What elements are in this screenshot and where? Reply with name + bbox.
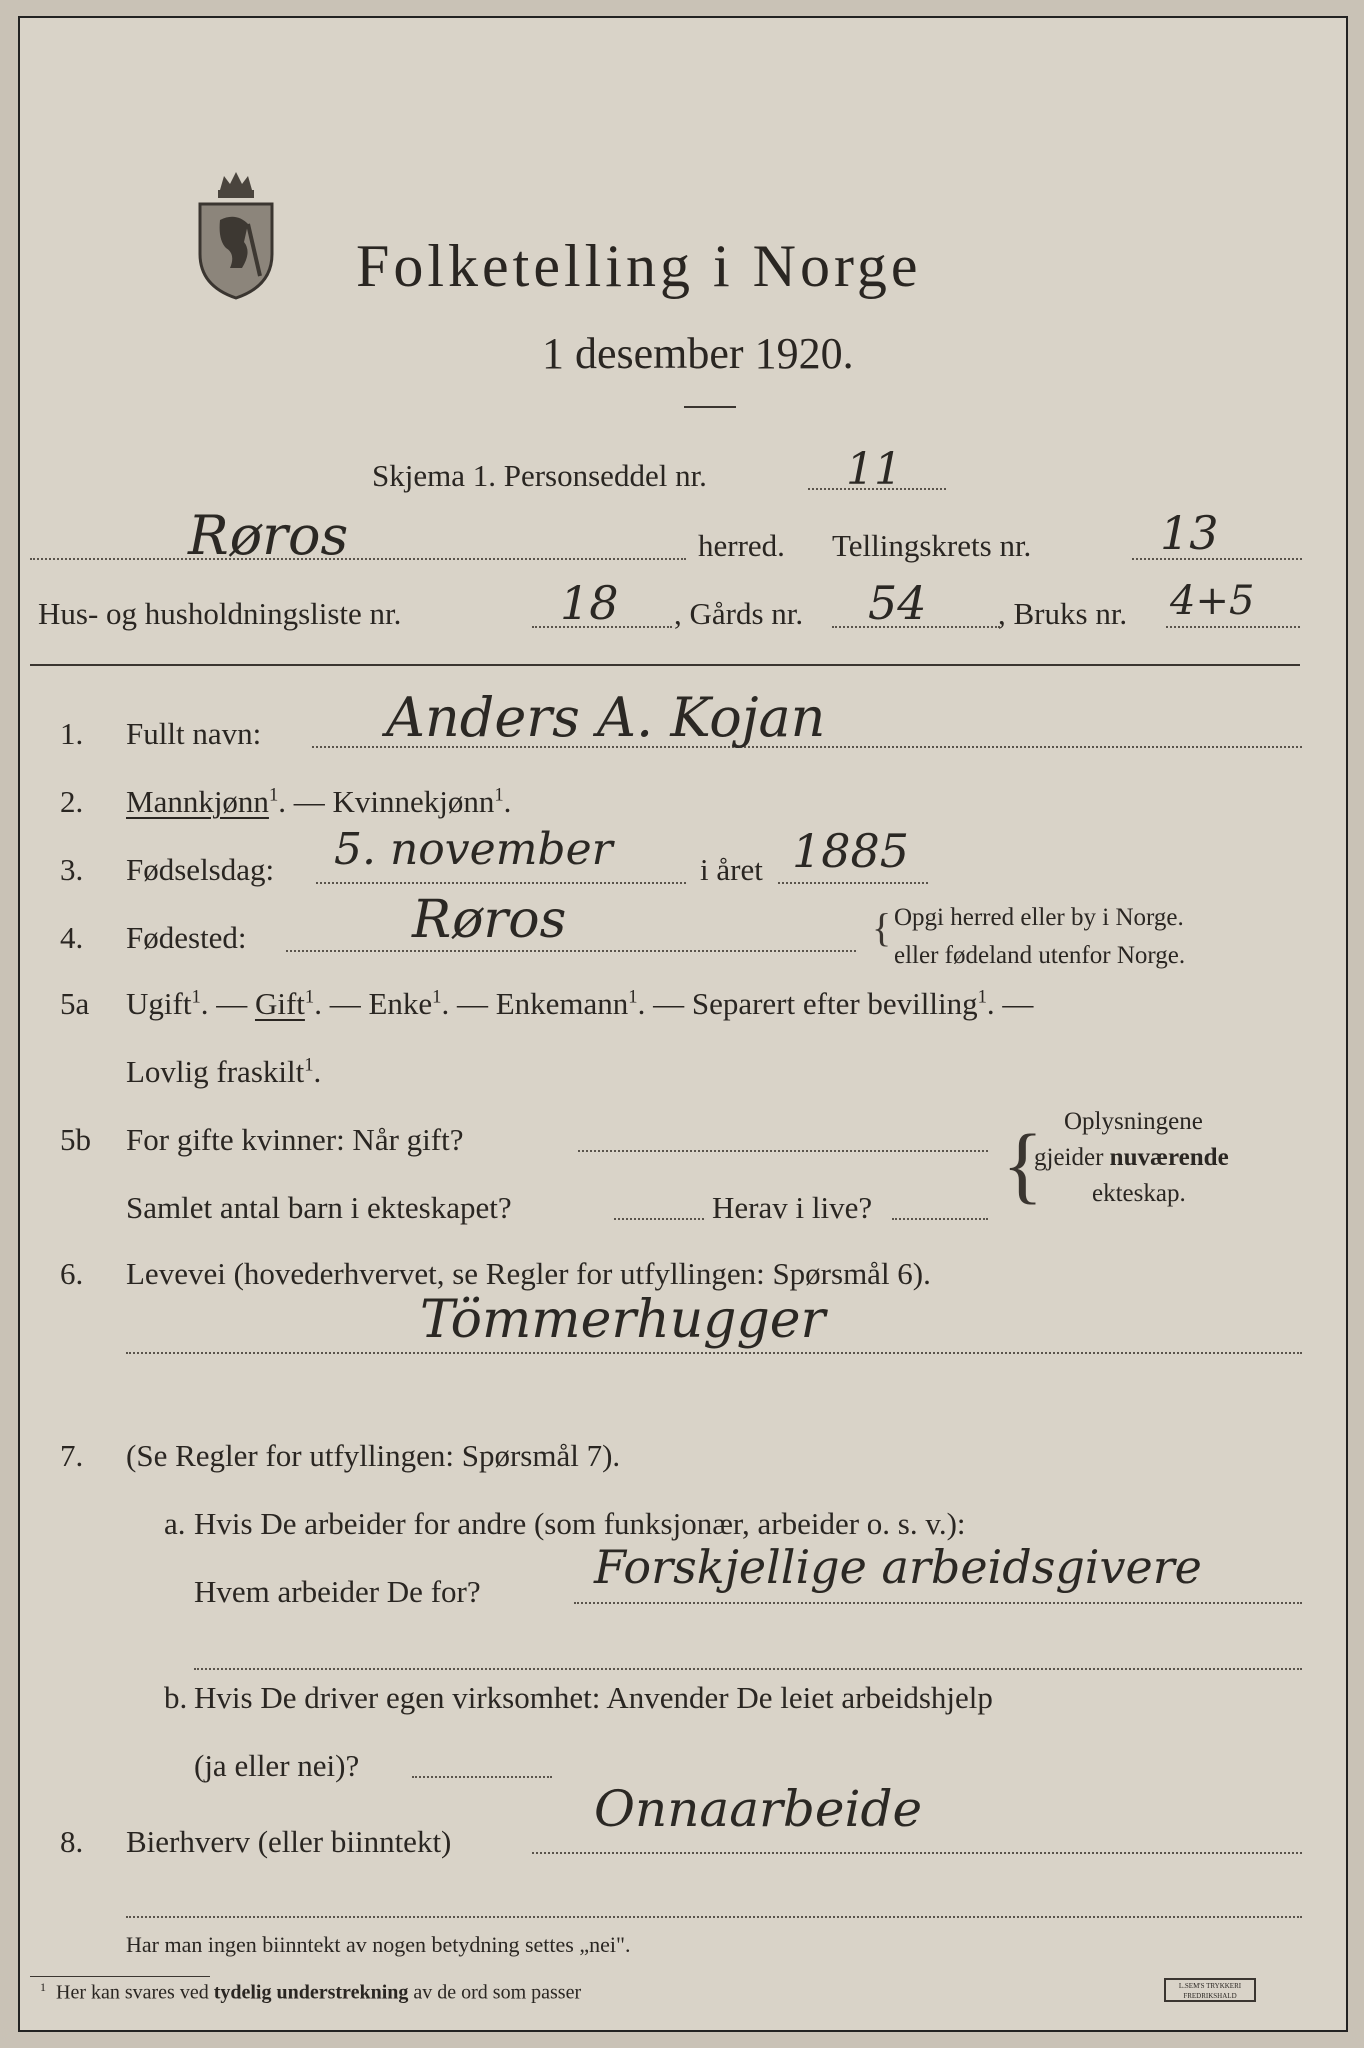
q5a-sup-1: 1 <box>191 986 201 1008</box>
q7-number: 7. <box>60 1438 84 1473</box>
gards-nr[interactable]: 54 <box>868 576 927 630</box>
q7a-text: Hvis De arbeider for andre (som funksjonær, arbeider o. s. v.): <box>194 1506 966 1541</box>
q8-line-2 <box>126 1916 1302 1918</box>
secondary-income-value[interactable]: Onnaarbeide <box>594 1780 923 1838</box>
gift-option[interactable]: Gift <box>254 986 305 1021</box>
q4-number: 4. <box>60 920 84 955</box>
header-divider <box>30 664 1300 666</box>
footnote-rule <box>30 1976 210 1977</box>
q7a-line-2 <box>194 1668 1302 1670</box>
employer-value[interactable]: Forskjellige arbeidsgivere <box>594 1540 1202 1594</box>
enkemann-option[interactable]: Enkemann <box>495 986 629 1021</box>
q1-label: Fullt navn: <box>126 716 262 751</box>
year-label: i året <box>700 852 763 887</box>
q5b-number: 5b <box>60 1122 91 1157</box>
occupation-value[interactable]: Tömmerhugger <box>420 1290 826 1350</box>
q1-number: 1. <box>60 716 84 751</box>
bruks-label: , Bruks nr. <box>998 596 1128 631</box>
bruks-nr[interactable]: 4+5 <box>1170 578 1255 624</box>
q5b-line-3 <box>892 1218 988 1220</box>
q5b-label-3: Herav i live? <box>712 1190 873 1225</box>
q5a-dash-1: — <box>208 986 255 1021</box>
q5a-sup-3: 1 <box>432 986 442 1008</box>
q5a-dash-3: — <box>449 986 496 1021</box>
gards-label: , Gårds nr. <box>674 596 804 631</box>
q5a-options: Ugift$^1$. — Gift$^1$. — Enke$^1$. — Enkemann$^1$. — Separert efter bevilling$^1$. — <box>126 986 1034 1021</box>
herred-value[interactable]: Røros <box>188 504 349 567</box>
q5b-note-1: Oplysningene <box>1064 1108 1203 1135</box>
fraskilt-option[interactable]: Lovlig fraskilt <box>126 1054 305 1089</box>
personseddel-nr[interactable]: 11 <box>846 444 902 495</box>
male-option[interactable]: Mannkjønn <box>126 784 269 819</box>
skjema-label: Skjema 1. Personseddel nr. <box>372 458 707 493</box>
title-divider <box>684 406 736 408</box>
enke-option[interactable]: Enke <box>368 986 433 1021</box>
q6-label: Levevei (hovederhvervet, se Regler for utfyllingen: Spørsmål 6). <box>126 1256 931 1291</box>
q5b-line-1 <box>578 1150 988 1152</box>
q7a-line-1 <box>574 1602 1302 1604</box>
q2-sep: . — <box>278 784 333 819</box>
q5b-note-2 <box>1034 1144 1229 1172</box>
q6-line <box>126 1352 1302 1354</box>
q5a-line-2: Lovlig fraskilt$^1$. <box>126 1054 322 1089</box>
q7b-text: Hvis De driver egen virksomhet: Anvender De leiet arbeidshjelp <box>194 1680 993 1715</box>
q7b-line <box>412 1776 552 1778</box>
q5a-sup-5: 1 <box>977 986 987 1008</box>
q5a-sup-2: 1 <box>304 986 315 1008</box>
form-title: Folketelling i Norge <box>356 233 922 299</box>
separert-option[interactable]: Separert efter bevilling <box>691 986 978 1021</box>
herred-label: herred. <box>698 528 785 563</box>
footer-note: Har man ingen biinntekt av nogen betydning settes „nei". <box>126 1932 631 1957</box>
q2-number: 2. <box>60 784 84 819</box>
q7b-letter: b. <box>164 1680 188 1715</box>
bruks-line <box>1166 626 1300 628</box>
q5a-dash-4: — <box>645 986 692 1021</box>
q5a-sup-4: 1 <box>628 986 638 1008</box>
q5b-label-2: Samlet antal barn i ekteskapet? <box>126 1190 512 1225</box>
tellingskrets-label: Tellingskrets nr. <box>832 528 1032 563</box>
birthday-value[interactable]: 5. november <box>334 824 613 875</box>
q4-brace: { <box>872 905 892 950</box>
q4-label: Fødested: <box>126 920 247 955</box>
q5b-note-3: ekteskap. <box>1092 1180 1186 1207</box>
hus-nr[interactable]: 18 <box>560 576 619 630</box>
q2-end: . <box>503 784 512 819</box>
q7a-letter: a. <box>164 1506 186 1541</box>
q5a-dash-2: — <box>321 986 369 1021</box>
footnote-text-a: Her kan svares ved <box>56 1981 214 2004</box>
q2-options <box>126 784 511 820</box>
q5b-brace: { <box>1002 1116 1044 1212</box>
birth-year-value[interactable]: 1885 <box>792 824 910 878</box>
q5b-line-2 <box>614 1218 704 1220</box>
footnote <box>40 1980 581 2005</box>
q7b-question: (ja eller nei)? <box>194 1748 360 1783</box>
q5b-label-1: For gifte kvinner: Når gift? <box>126 1122 464 1157</box>
q7-label: (Se Regler for utfyllingen: Spørsmål 7). <box>126 1438 621 1473</box>
q8-number: 8. <box>60 1824 84 1859</box>
hus-label: Hus- og husholdningsliste nr. <box>38 596 402 631</box>
q8-line-1 <box>532 1852 1302 1854</box>
q5b-note-2b: nuværende <box>1109 1144 1229 1171</box>
tellingskrets-nr[interactable]: 13 <box>1160 506 1219 560</box>
female-option[interactable]: Kvinnekjønn <box>332 784 495 819</box>
coat-of-arms-icon <box>190 168 282 300</box>
printer-stamp: L.SEM'S TRYKKERI FREDRIKSHALD <box>1164 1978 1256 2002</box>
year-line <box>778 882 928 884</box>
q8-label: Bierhverv (eller biinntekt) <box>126 1824 452 1859</box>
q5a-number: 5a <box>60 986 90 1021</box>
q2-sup2: 1 <box>494 784 504 806</box>
footnote-text-c: av de ord som passer <box>408 1981 582 2004</box>
ugift-option[interactable]: Ugift <box>126 986 192 1021</box>
q3-number: 3. <box>60 852 84 887</box>
q7a-question: Hvem arbeider De for? <box>194 1574 481 1609</box>
q5b-note-2a: gjeider <box>1034 1144 1110 1171</box>
q2-sup1: 1 <box>268 784 279 806</box>
q5a-sup-6: 1 <box>304 1054 314 1076</box>
q6-number: 6. <box>60 1256 84 1291</box>
census-date: 1 desember 1920. <box>542 329 854 378</box>
birthplace-value[interactable]: Røros <box>412 890 567 950</box>
q4-line <box>286 950 856 952</box>
footnote-mark: 1 <box>40 1980 46 1994</box>
census-form <box>18 16 1348 2032</box>
q4-note-2: eller fødeland utenfor Norge. <box>894 942 1186 969</box>
footnote-text-b: tydelig understrekning <box>213 1981 409 2004</box>
q3-label: Fødselsdag: <box>126 852 275 887</box>
herred-line <box>30 558 686 560</box>
q3-line <box>316 882 686 884</box>
full-name-value[interactable]: Anders A. Kojan <box>386 686 826 749</box>
q4-note-1: Opgi herred eller by i Norge. <box>894 904 1184 931</box>
